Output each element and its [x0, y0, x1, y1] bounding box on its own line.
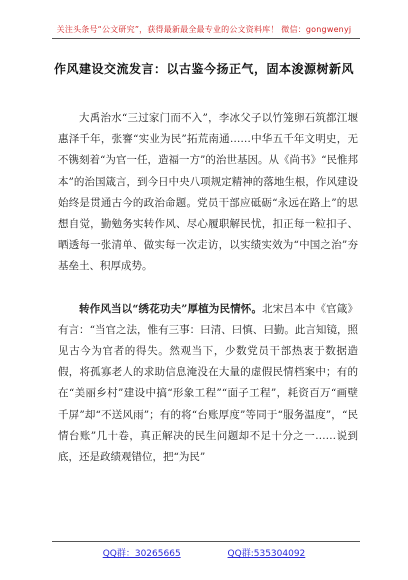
- paragraph-section-1: [58, 299, 358, 469]
- header-divider: [52, 38, 360, 39]
- section-1-text: 北宋吕本中《官箴》有言：“当官之法，惟有三事：曰清、曰慎、曰勤。此言知镜，照见古今为官者的得失。然观当下，少数党员干部热衷于数据造假，将孤寡老人的求助信息淹没在大量的虚假民情档案中；有的在“美丽乡村”建设中搞“形象工程”“面子工程”，耗资百万“画壁千屏”却“不送风雨”；有的将“台账厚度”等同于“服务温度”，“民情台账”几十卷，真正解决的民生问题却不足十分之一……说到底，还是政绩观错位，把“为民”: [58, 302, 358, 464]
- qq-group-link-2[interactable]: QQ群:535304092: [227, 549, 306, 559]
- header-notice: 关注头条号“公文研究”，获得最新最全最专业的公文资料库！ 微信：gongwenyj: [56, 25, 352, 34]
- section-1-lead: 转作风当以“绣花功夫”厚植为民情怀。: [79, 302, 263, 315]
- paragraph-intro: 大禹治水“三过家门而不入”，李冰父子以竹笼卵石筑都江堰惠泽千年，张謇“实业为民”拓荒南通……中华五千年文明史，无不镌刻着“为官一任，造福一方”的治世基因。从《尚书》“民惟邦本”的治国箴言，到今日中央八项规定精神的落地生根，作风建设始终是贯通古今的政治命题。党员干部应砥砺“永远在路上”的思想自觉，勤勉务实转作风、尽心履职解民忧，扣正每一粒扣子、晒透每一张清单、做实每一次走访，以实绩实效为“中国之治”夯基垒土、积厚成势。: [58, 112, 358, 273]
- footer: [0, 546, 408, 559]
- document-title: 作风建设交流发言：以古鉴今扬正气，固本浚源树新风: [53, 62, 354, 76]
- qq-group-link-1[interactable]: QQ群：30265665: [102, 549, 181, 559]
- footer-divider: [52, 541, 360, 542]
- document-body: [58, 108, 358, 468]
